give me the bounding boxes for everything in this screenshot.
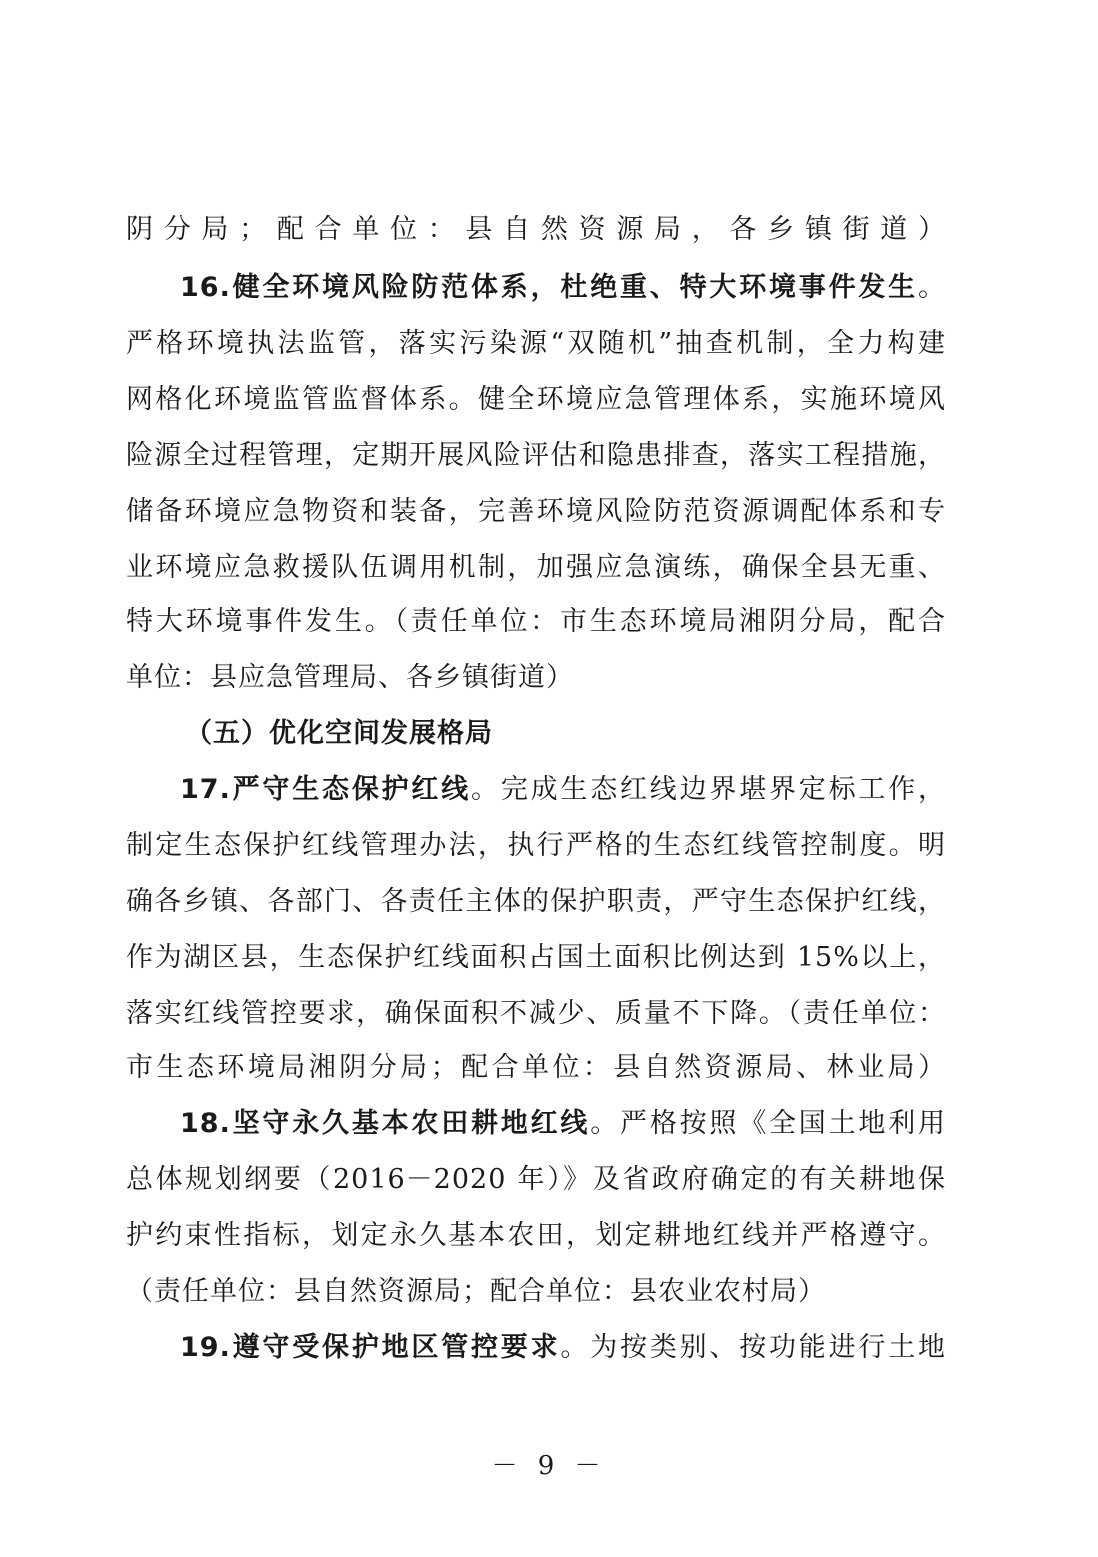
item-18-heading <box>180 1104 946 1144</box>
text-line-16: 市生态环境局湘阴分局；配合单位：县自然资源局、林业局） <box>126 1052 946 1083</box>
text-line-7: 业环境应急救援队伍调用机制，加强应急演练，确保全县无重、 <box>126 552 946 583</box>
item-19-title: 19.遵守受保护地区管控要求 <box>180 1332 561 1363</box>
item-16-heading <box>180 268 946 308</box>
item-19-heading <box>180 1328 946 1368</box>
item-17-title: 17.严守生态保护红线 <box>180 774 472 805</box>
text-line-5: 险源全过程管理，定期开展风险评估和隐患排查，落实工程措施， <box>126 440 946 471</box>
item-18-rest: 。严格按照《全国土地利用 <box>590 1108 946 1139</box>
item-17-heading <box>180 770 946 810</box>
text-line-12: 制定生态保护红线管理办法，执行严格的生态红线管控制度。明 <box>126 830 946 861</box>
text-line-4: 网格化环境监管监督体系。健全环境应急管理体系，实施环境风 <box>126 384 946 415</box>
text-line-13: 确各乡镇、各部门、各责任主体的保护职责，严守生态保护红线， <box>126 886 946 917</box>
item-17-rest: 。完成生态红线边界堪界定标工作， <box>471 774 946 805</box>
text-line-19: 护约束性指标，划定永久基本农田，划定耕地红线并严格遵守。 <box>126 1220 946 1251</box>
item-16-title: 16.健全环境风险防范体系，杜绝重、特大环境事件发生 <box>180 272 918 303</box>
text-line-9: 单位：县应急管理局、各乡镇街道） <box>126 662 574 693</box>
text-line-14: 作为湖区县，生态保护红线面积占国土面积比例达到 15%以上， <box>126 942 946 973</box>
item-16-title-end: 。 <box>918 272 946 303</box>
item-19-rest: 。为按类别、按功能进行土地 <box>560 1332 946 1363</box>
item-18-title: 18.坚守永久基本农田耕地红线 <box>180 1108 591 1139</box>
text-line-18: 总体规划纲要（2016－2020 年）》及省政府确定的有关耕地保 <box>126 1164 946 1195</box>
page-number: － 9 － <box>491 1451 607 1481</box>
text-line-8: 特大环境事件发生。（责任单位：市生态环境局湘阴分局，配合 <box>126 606 946 637</box>
section-5-heading: （五）优化空间发展格局 <box>185 718 493 749</box>
text-line-20: （责任单位：县自然资源局；配合单位：县农业农村局） <box>126 1276 826 1307</box>
text-line-1: 阴分局；配合单位：县自然资源局，各乡镇街道） <box>126 214 946 245</box>
text-line-6: 储备环境应急物资和装备，完善环境风险防范资源调配体系和专 <box>126 496 946 527</box>
text-line-15: 落实红线管控要求，确保面积不减少、质量不下降。（责任单位： <box>126 998 946 1029</box>
text-line-3: 严格环境执法监管，落实污染源“双随机”抽查机制，全力构建 <box>126 328 946 359</box>
